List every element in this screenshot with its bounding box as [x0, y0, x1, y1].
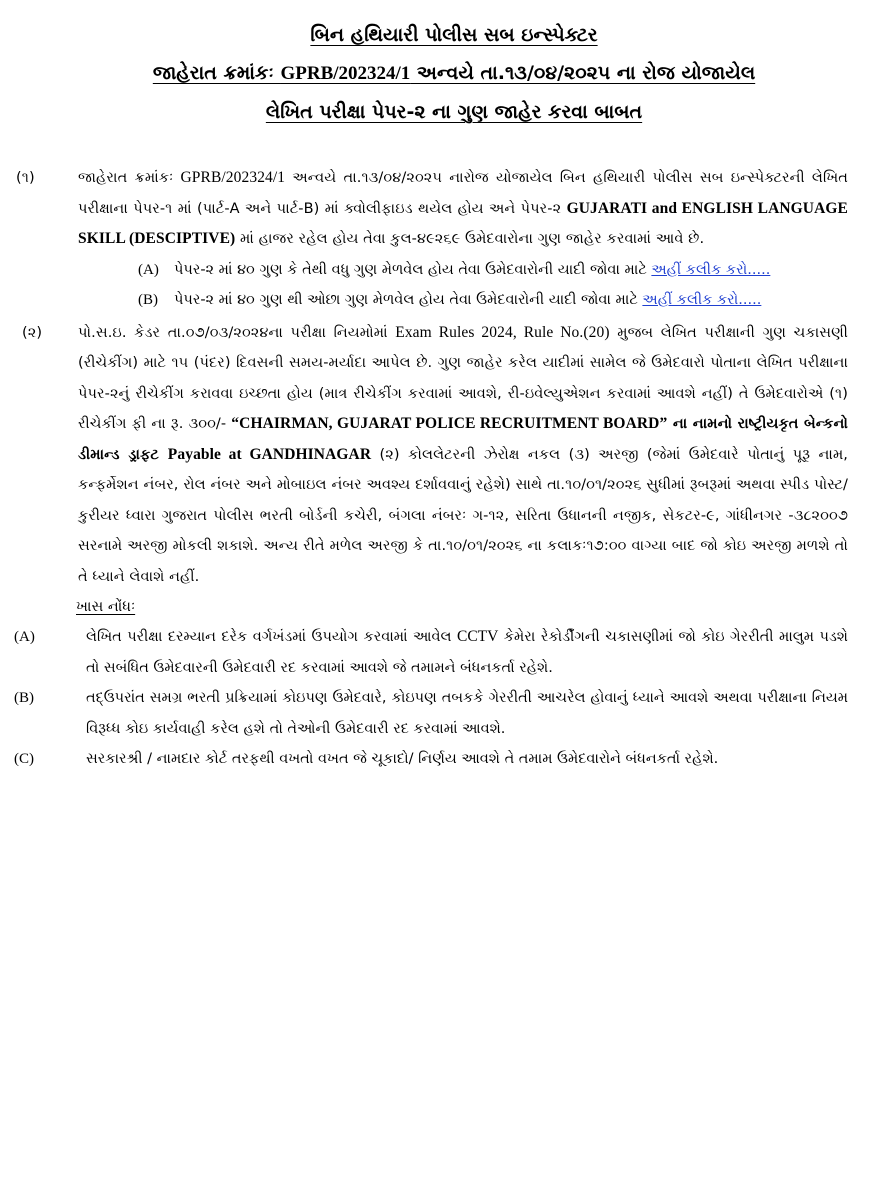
- paragraph-2-text-a: પો.સ.ઇ. કેડર તા.૦૭/૦૩/૨૦૨૪ના પરીક્ષા નિયમોમાં: [78, 324, 396, 341]
- paragraph-2-text-c: ના નામનો રાષ્ટ્રીયકૃત બેન્કનો ડીમાન્ડ ડ્રાફટ: [78, 416, 848, 463]
- paragraph-1-advt-number: GPRB/202324/1: [180, 169, 286, 186]
- paragraph-1-paper-name: GUJARATI and ENGLISH LANGUAGE SKILL (DESCIPTIVE): [78, 199, 848, 247]
- heading-line-2: [60, 54, 848, 93]
- special-notes-list: [14, 622, 848, 775]
- click-here-link-pass-list[interactable]: અહીં કલીક કરો.....: [651, 261, 771, 278]
- special-note-a-cctv: CCTV: [456, 628, 499, 645]
- sub-item-b-text: પેપર-૨ માં ૪૦ ગુણ થી ઓછા ગુણ મેળવેલ હોય તેવા ઉમેદવારોની યાદી જોવા માટે: [174, 292, 643, 308]
- heading-line-3: [60, 93, 848, 131]
- heading-line-1: [60, 16, 848, 54]
- special-note-c-text: સરકારશ્રી / નામદાર કોર્ટ તરફથી વખતો વખત જે ચૂકાદો/ નિર્ણય આવશે તે તમામ ઉમેદવારોને બંધનકર્તા રહેશે.: [86, 751, 719, 767]
- paragraph-2-number: (૨): [22, 324, 43, 341]
- paragraph-1: [16, 163, 848, 255]
- heading-advt-label: જાહેરાત ક્રમાંકઃ: [152, 62, 281, 84]
- heading-subject: લેખિત પરીક્ષા પેપર-૨ ના ગુણ જાહેર કરવા બાબત: [265, 101, 643, 123]
- paragraph-2-text-d: (૨) કોલલેટરની ઝેરોક્ષ નકલ (૩) અરજી (જેમાં ઉમેદવારે પોતાનું પૂરૂ નામ, કન્ફર્મેશન નંબર, રોલ નંબર અને મોબાઇલ નંબર અવશ્ય દર્શાવવાનું રહેશે) સાથે તા.૧૦/૦૧/૨૦૨૬ સુધીમાં રૂબરૂમાં અથવા સ્પીડ પોસ્ટ/કુરીયર ધ્વારા ગુજરાત પોલીસ ભરતી બોર્ડની કચેરી, બંગલા નંબરઃ ગ-૧૨, સરિતા ઉધાનની નજીક, સેકટર-૯, ગાંધીનગર -૩૮૨૦૦૭ સરનામે અરજી મોકલી શકાશે. અન્ય રીતે મળેલ અરજી કે તા.૧૦/૦૧/૨૦૨૬ ના કલાકઃ૧૭:૦૦ વાગ્યા બાદ જો કોઇ અરજી મળશે તો તે ધ્યાને લેવાશે નહીં.: [78, 446, 848, 585]
- sub-item-a: [60, 255, 848, 286]
- special-note-a-letter: (A): [14, 629, 35, 645]
- special-notes-title-text: ખાસ નોંધઃ: [76, 599, 136, 615]
- special-note-a-text-a: લેખિત પરીક્ષા દરમ્યાન દરેક વર્ગખંડમાં ઉપયોગ કરવામાં આવેલ: [86, 629, 457, 645]
- paragraph-1-text-c: માં હાજર રહેલ હોય તેવા કુલ-૪૯૨૬૯ ઉમેદવારોના ગુણ જાહેર કરવામાં આવે છે.: [235, 231, 705, 247]
- special-note-b-text: તદ્ઉપરાંત સમગ્ર ભરતી પ્રક્રિયામાં કોઇપણ ઉમેદવારે, કોઇપણ તબકકે ગેરરીતી આચરેલ હોવાનું ધ્યાને આવશે અથવા પરીક્ષાના નિયમ વિરૂધ્ધ કોઇ કાર્યવાહી કરેલ હશે તો તેઓની ઉમેદવારી રદ કરવામાં આવશે.: [86, 690, 848, 737]
- special-note-a: [14, 622, 848, 683]
- special-note-a-text-b: કેમેરા રેકોર્ડીંગની ચકાસણીમાં જો કોઇ ગેરરીતી માલુમ પડશે તો સબંધિત ઉમેદવારની ઉમેદવારી રદ કરવામાં આવશે જે તમામને બંધનકર્તા રહેશે.: [86, 629, 848, 676]
- paragraph-1-text-a: જાહેરાત ક્રમાંકઃ: [78, 170, 181, 186]
- special-note-b: [14, 683, 848, 744]
- special-notes-title: [76, 592, 848, 622]
- sub-item-a-letter: (A): [138, 261, 159, 278]
- paragraph-2: [22, 318, 848, 593]
- heading-exam-date: અન્વયે તા.૧૩/૦૪/૨૦૨૫ ના રોજ યોજાયેલ: [410, 62, 756, 84]
- sub-item-b-letter: (B): [138, 292, 158, 308]
- sub-item-a-text: પેપર-૨ માં ૪૦ ગુણ કે તેથી વધુ ગુણ મેળવેલ હોય તેવા ઉમેદવારોની યાદી જોવા માટે: [174, 261, 652, 278]
- paragraph-2-payable-at: Payable at GANDHINAGAR: [167, 445, 372, 463]
- heading-advt-number: GPRB/202324/1: [280, 63, 411, 84]
- heading-title: બિન હથિયારી પોલીસ સબ ઇન્સ્પેક્ટર: [310, 24, 598, 46]
- paragraph-2-text-b: મુજબ લેખિત પરીક્ષાની ગુણ ચકાસણી (રીચેકીંગ) માટે ૧૫ (પંદર) દિવસની સમય-મર્યાદા આપેલ છે. ગુણ જાહેર કરેલ યાદીમાં સામેલ જે ઉમેદવારો પોતાના લેખિત પરીક્ષાના પેપર-૨નું રીચેકીંગ કરાવવા ઇચ્છતા હોય (માત્ર રીચેકીંગ કરવામાં આવશે, રી-ઇવેલ્યુએશન કરવામાં આવશે નહીં) તે ઉમેદવારોએ (૧) રીચેકીંગ ફી ના રૂ. ૩૦૦/-: [78, 324, 848, 432]
- paragraph-2-payee-name: “CHAIRMAN, GUJARAT POLICE RECRUITMENT BOARD”: [231, 415, 668, 432]
- click-here-link-below-list[interactable]: અહીં કલીક કરો.....: [642, 292, 762, 308]
- sub-item-b: [60, 285, 848, 316]
- special-note-c-letter: (C): [14, 751, 34, 767]
- notice-heading: [60, 16, 848, 131]
- special-note-c: [14, 744, 848, 775]
- special-note-b-letter: (B): [14, 690, 34, 706]
- paragraph-1-number: (૧): [16, 170, 35, 186]
- paragraph-1-text-b: અન્વયે તા.૧૩/૦૪/૨૦૨૫ નારોજ યોજાયેલ બિન હથિયારી પોલીસ સબ ઇન્સ્પેક્ટરની લેખિત પરીક્ષાના પેપર-૧ માં (પાર્ટ-A અને પાર્ટ-B) માં ક્વોલીફાઇડ થયેલ હોય અને પેપર-૨: [78, 170, 848, 217]
- paragraph-2-exam-rule: Exam Rules 2024, Rule No.(20): [395, 323, 610, 341]
